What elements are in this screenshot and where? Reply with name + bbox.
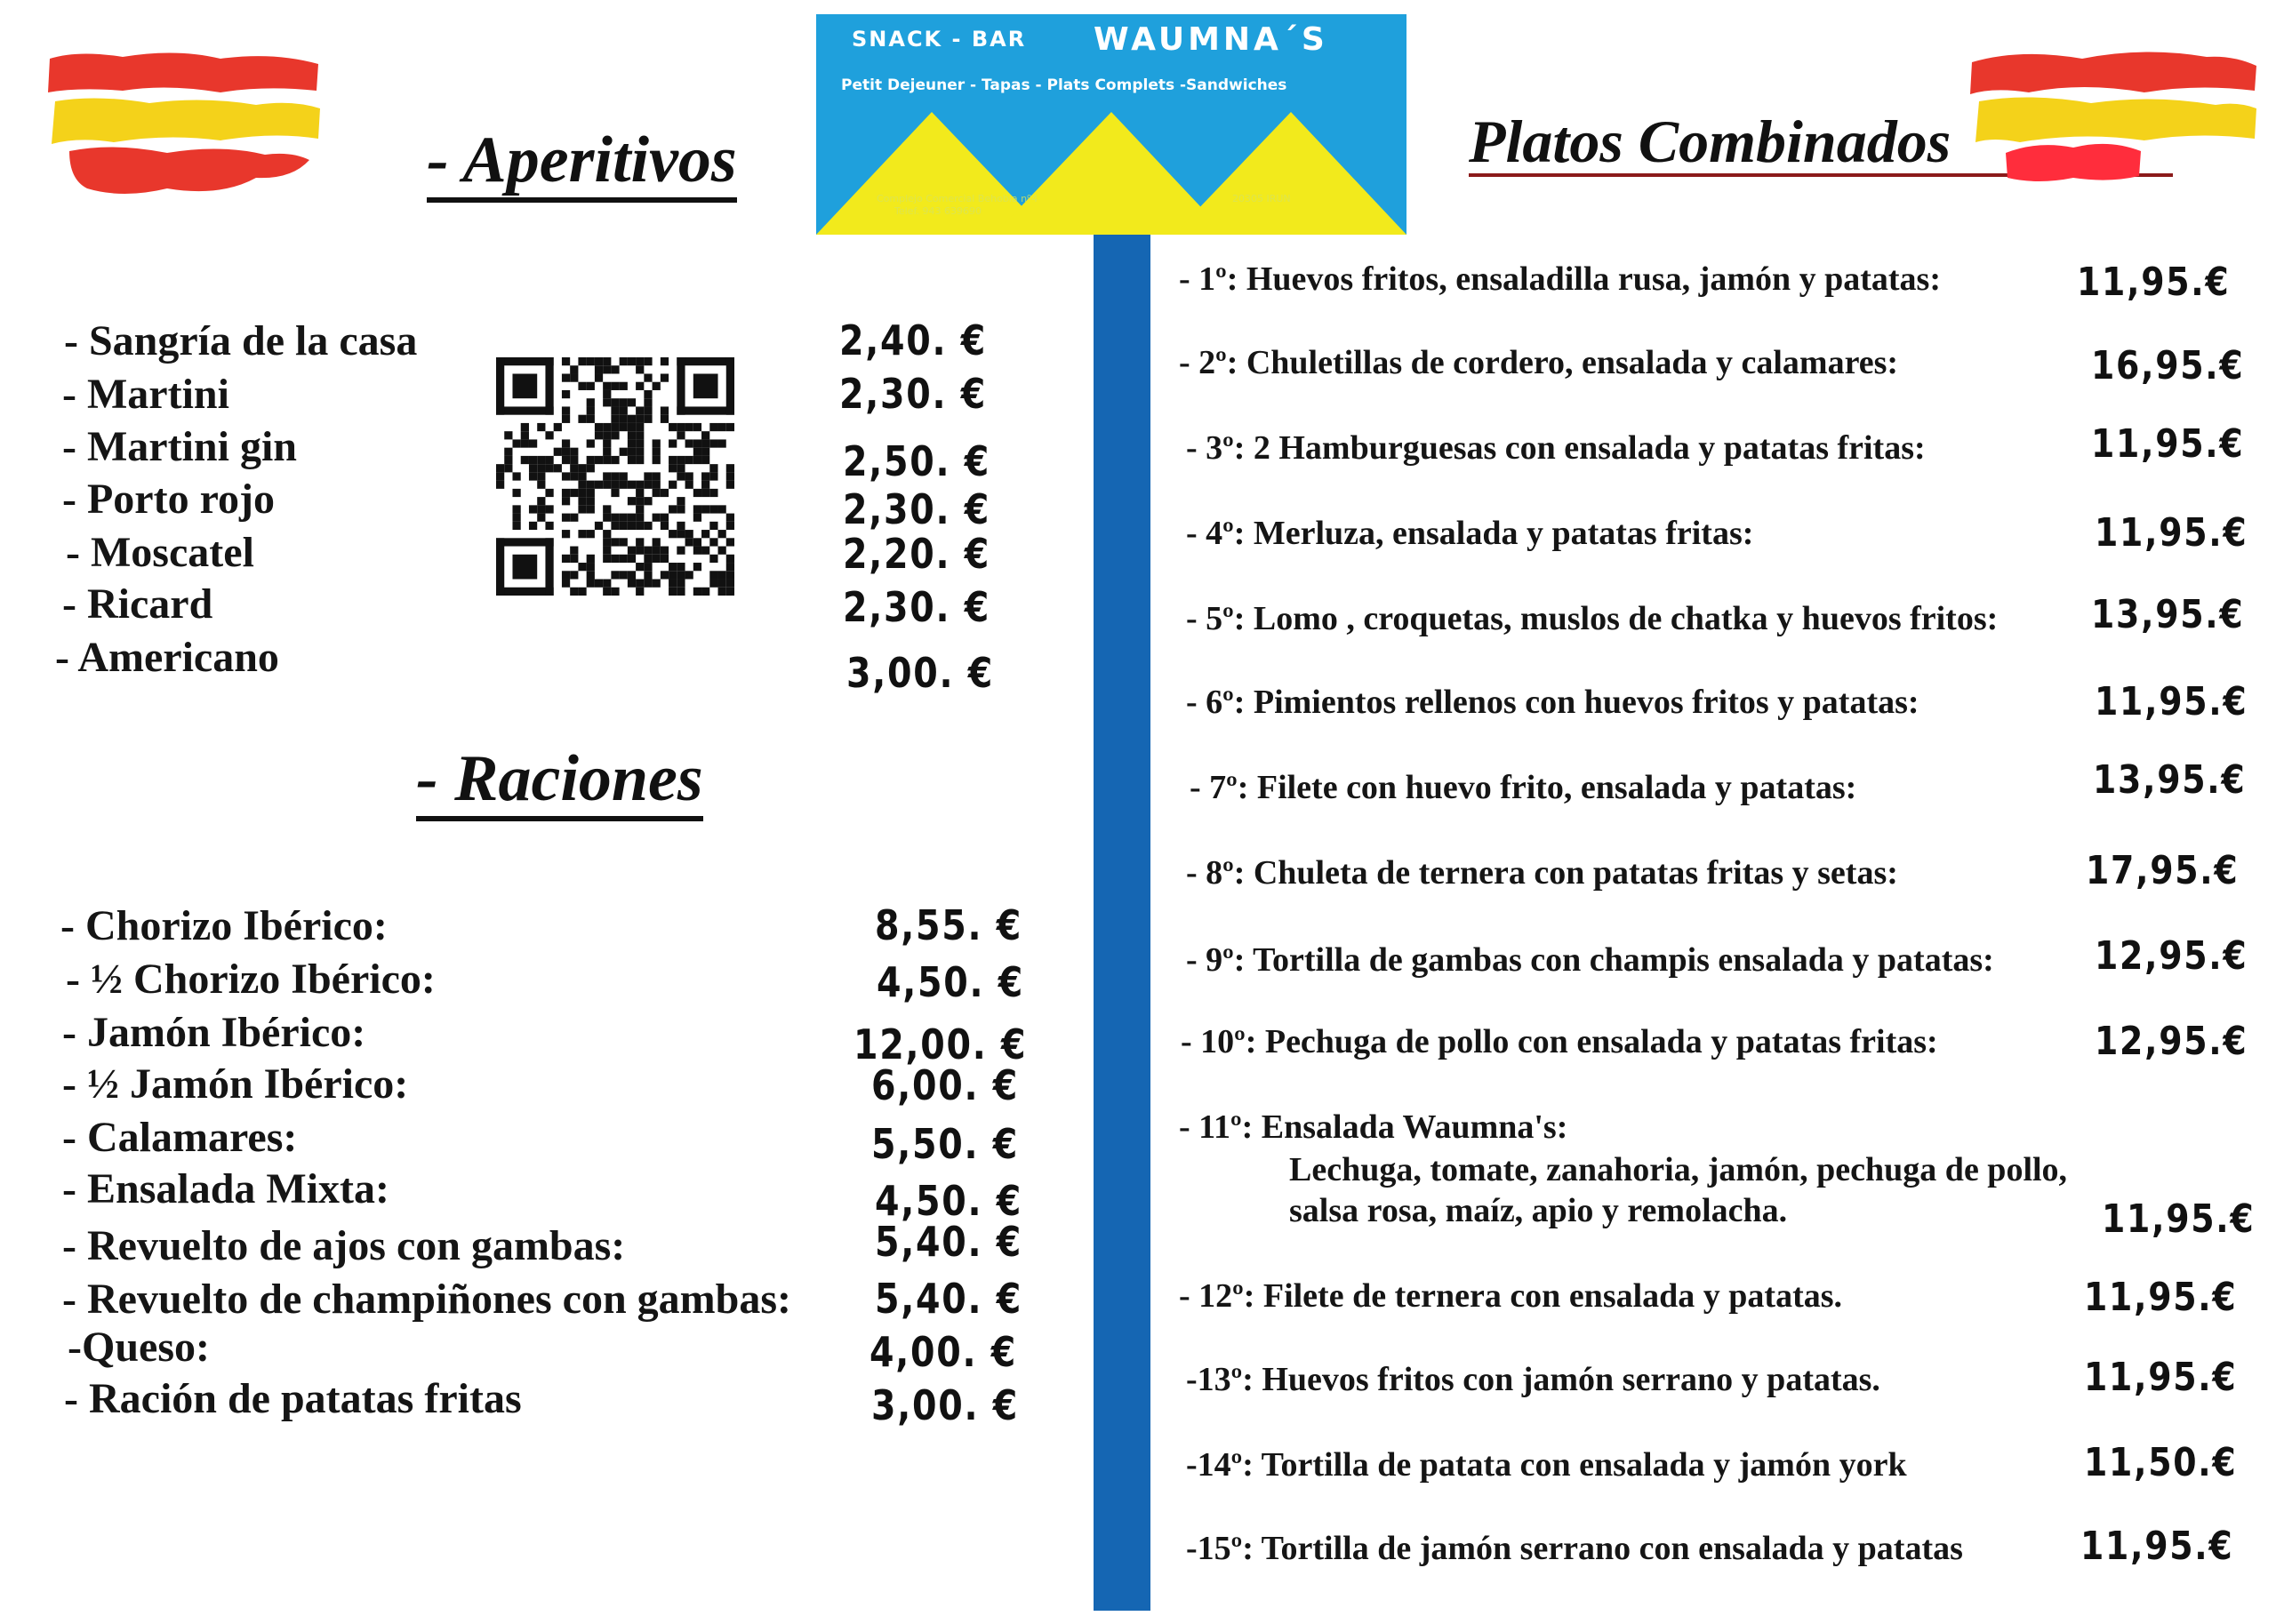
item-price: 2,50. € [843,437,990,485]
list-item: - Jamón Ibérico: [62,1009,366,1056]
item-price: 2,30. € [843,583,990,631]
list-item: - 6º: Pimientos rellenos con huevos fritos y patatas: [1186,684,1919,721]
platos-combinados-title: Platos Combinados [1469,110,2173,177]
item-price: 4,50. € [875,1177,1022,1225]
item-price: 5,40. € [875,1275,1022,1323]
red-scribble [2002,135,2144,188]
item-price: 4,50. € [877,958,1024,1006]
item-price: 3,00. € [871,1381,1019,1429]
item-price: 11,95.€ [2091,421,2245,467]
list-item: - Chorizo Ibérico: [60,902,388,949]
item-price: 11,95.€ [2077,260,2231,305]
list-item: - Revuelto de champiñones con gambas: [62,1276,792,1323]
list-item: - Martini gin [62,423,297,470]
aperitivos-title: - Aperitivos [427,126,737,203]
item-price: 2,30. € [839,370,987,418]
sign-city: 20305 IRUN [1232,193,1291,204]
item-price: 12,00. € [854,1020,1028,1068]
list-item: - Ricard [62,580,213,628]
list-item-detail: Lechuga, tomate, zanahoria, jamón, pechuga de pollo, [1289,1151,2068,1188]
item-price: 11,95.€ [2080,1524,2234,1569]
list-item: - Ensalada Mixta: [62,1165,390,1212]
list-item-detail: salsa rosa, maíz, apio y remolacha. [1289,1192,1788,1229]
list-item: - 9º: Tortilla de gambas con champis ensalada y patatas: [1186,941,1994,979]
item-price: 5,40. € [875,1218,1022,1266]
list-item: - 10º: Pechuga de pollo con ensalada y patatas fritas: [1181,1023,1938,1060]
spain-flag-left [43,46,327,206]
item-price: 12,95.€ [2095,933,2248,979]
list-item: - Revuelto de ajos con gambas: [62,1222,626,1269]
qr-code [496,357,734,596]
item-price: 11,50.€ [2084,1440,2238,1485]
list-item: - Calamares: [62,1114,298,1161]
item-price: 8,55. € [875,901,1022,949]
list-item: - 3º: 2 Hamburguesas con ensalada y patatas fritas: [1186,429,1926,467]
sign-snack-bar: SNACK - BAR [852,27,1027,52]
waumnas-sign [816,14,1406,235]
list-item: - 12º: Filete de ternera con ensalada y patatas. [1179,1277,1843,1315]
sign-phone: Telef. 943 639690 [894,205,982,217]
item-price: 11,95.€ [2102,1196,2256,1242]
list-item: -15º: Tortilla de jamón serrano con ensalada y patatas [1186,1530,1963,1567]
list-item: - Americano [55,634,279,681]
list-item: - Ración de patatas fritas [64,1375,522,1422]
item-price: 4,00. € [870,1328,1017,1376]
list-item: - 5º: Lomo , croquetas, muslos de chatka y huevos fritos: [1186,600,1999,637]
list-item: - 2º: Chuletillas de cordero, ensalada y calamares: [1179,344,1899,381]
list-item: -13º: Huevos fritos con jamón serrano y patatas. [1186,1361,1880,1398]
item-price: 13,95.€ [2091,592,2245,637]
list-item: - Moscatel [66,529,254,576]
item-price: 17,95.€ [2086,848,2240,893]
list-item: -14º: Tortilla de patata con ensalada y jamón york [1186,1446,1907,1484]
item-price: 11,95.€ [2084,1355,2238,1400]
item-price: 11,95.€ [2095,510,2248,556]
list-item: - 7º: Filete con huevo frito, ensalada y patatas: [1190,769,1857,806]
list-item: - 11º: Ensalada Waumna's: [1179,1108,1568,1146]
list-item: -Queso: [68,1324,210,1371]
item-price: 11,95.€ [2084,1275,2238,1320]
item-price: 16,95.€ [2091,343,2245,388]
sign-pole [1094,235,1150,1611]
list-item: - 1º: Huevos fritos, ensaladilla rusa, jamón y patatas: [1179,260,1941,298]
list-item: - 8º: Chuleta de ternera con patatas fritas y setas: [1186,854,1898,892]
item-price: 2,40. € [839,316,987,364]
raciones-title: - Raciones [416,745,703,821]
list-item: - Porto rojo [62,476,276,523]
item-price: 11,95.€ [2095,679,2248,724]
item-price: 2,30. € [843,485,990,533]
sign-address: Complejo Comercial Behobia nº4 [877,193,1038,204]
item-price: 6,00. € [871,1061,1019,1109]
list-item: - Sangría de la casa [64,317,418,364]
list-item: - ½ Chorizo Ibérico: [66,956,436,1003]
item-price: 12,95.€ [2095,1019,2248,1064]
sign-name: WAUMNA´S [1094,21,1328,58]
sign-subtitle: Petit Dejeuner - Tapas - Plats Complets -Sandwiches [841,76,1287,94]
list-item: - Martini [62,371,229,418]
list-item: - ½ Jamón Ibérico: [62,1060,409,1108]
list-item: - 4º: Merluza, ensalada y patatas fritas: [1186,515,1754,552]
item-price: 3,00. € [846,649,994,697]
item-price: 2,20. € [843,530,990,578]
item-price: 5,50. € [871,1120,1019,1168]
item-price: 13,95.€ [2093,757,2247,803]
